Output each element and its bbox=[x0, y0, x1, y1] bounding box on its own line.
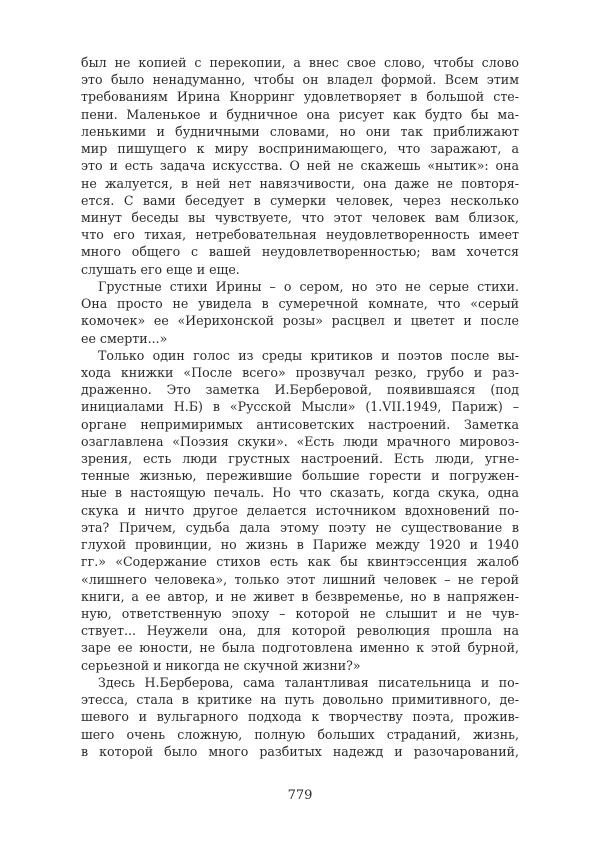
text-line: «лишнего человека», только этот лишний человек – не герой bbox=[81, 571, 519, 587]
text-line: ется. С вами беседует в сумерки человек, через несколько bbox=[81, 192, 519, 208]
text-line: был не копией с перекопии, а внес свое слово, чтобы слово bbox=[81, 55, 519, 70]
text-line: минут беседы вы чувствуете, что этот человек вам близок, bbox=[81, 209, 519, 225]
text-line: книги, а ее автор, и не живет в безвременье, но в напряжен- bbox=[81, 588, 519, 604]
text-line: гг.» «Содержание стихов есть как бы квинтэссенция жалоб bbox=[81, 554, 519, 570]
text-line: ее смерти...» bbox=[81, 330, 168, 346]
text-line: этесса, стала в критике на путь довольно примитивного, де- bbox=[81, 692, 519, 708]
text-line: слушать его еще и еще. bbox=[81, 261, 240, 277]
text-line: заре ее юности, не была подготовлена именно к этой бурной, bbox=[81, 640, 519, 656]
text-line: драженно. Это заметка И.Берберовой, появившаяся (под bbox=[81, 382, 519, 398]
text-line: хода книжки «После всего» прозвучал резко, грубо и раз- bbox=[81, 364, 519, 380]
text-line: комочек» ее «Иерихонской розы» расцвел и цветет и после bbox=[81, 313, 519, 329]
text-line: Она просто не увидела в сумеречной комнате, что «серый bbox=[81, 296, 519, 312]
text-line: мир пишущего к миру воспринимающего, что заражают, а bbox=[81, 141, 519, 157]
text-line: зрения, есть люди грустных настроений. Есть люди, угне- bbox=[81, 451, 519, 467]
text-line: Только один голос из среды критиков и поэтов после вы- bbox=[98, 347, 519, 363]
text-line: органе непримиримых антисоветских настроений. Заметка bbox=[81, 416, 519, 432]
text-line: глухой провинции, но жизнь в Париже между 1920 и 1940 bbox=[81, 537, 519, 553]
text-line: эта? Причем, судьба дала этому поэту не существование в bbox=[81, 519, 519, 535]
text-line: Грустные стихи Ирины – о сером, но это не серые стихи. bbox=[98, 278, 519, 294]
text-line: скука и ничто другое делается источником вдохновений по- bbox=[81, 502, 519, 518]
text-line: ные в настоящую печаль. Но что сказать, когда скука, одна bbox=[81, 485, 519, 501]
text-line: не жалуется, в ней нет навязчивости, она даже не повторя- bbox=[81, 175, 519, 191]
text-line: это и есть задача искусства. О ней не скажешь «нытик»: она bbox=[81, 158, 519, 174]
text-line: шего очень сложную, полную больших страданий, жизнь, bbox=[81, 726, 519, 742]
text-line: шевого и вульгарного подхода к творчеству поэта, прожив- bbox=[81, 709, 519, 725]
text-line: ленькими и будничными словами, но они так приближают bbox=[81, 123, 519, 139]
text-line: в которой было много разбитых надежд и разочарований, bbox=[81, 743, 519, 759]
text-line: требованиям Ирина Кнорринг удовлетворяет в большой сте- bbox=[81, 89, 519, 105]
text-line: озаглавлена «Поэзия скуки». «Есть люди мрачного мировоз- bbox=[81, 433, 519, 449]
text-line: что его тихая, нетребовательная неудовлетворенность имеет bbox=[81, 227, 519, 243]
page-number: 779 bbox=[287, 788, 313, 803]
page-body-text bbox=[81, 54, 519, 760]
text-line: Здесь Н.Берберова, сама талантливая писательница и по- bbox=[98, 674, 519, 690]
text-line: тенные жизнью, пережившие большие горести и погружен- bbox=[81, 468, 519, 484]
text-line: серьезной и никогда не скучной жизни?» bbox=[81, 657, 361, 673]
text-line: ствует... Неужели она, для которой революция прошла на bbox=[81, 623, 519, 639]
text-line: пени. Маленькое и будничное она рисует как будто бы ма- bbox=[81, 106, 519, 122]
text-line: много общего с вашей неудовлетворенностью; вам хочется bbox=[81, 244, 519, 260]
text-line: ную, ответственную эпоху – которой не слышит и не чув- bbox=[81, 606, 519, 621]
text-line: инициалами Н.Б) в «Русской Мысли» (1.VII.1949, Париж) – bbox=[81, 399, 519, 415]
text-line: это было ненадуманно, чтобы он владел формой. Всем этим bbox=[81, 72, 519, 88]
